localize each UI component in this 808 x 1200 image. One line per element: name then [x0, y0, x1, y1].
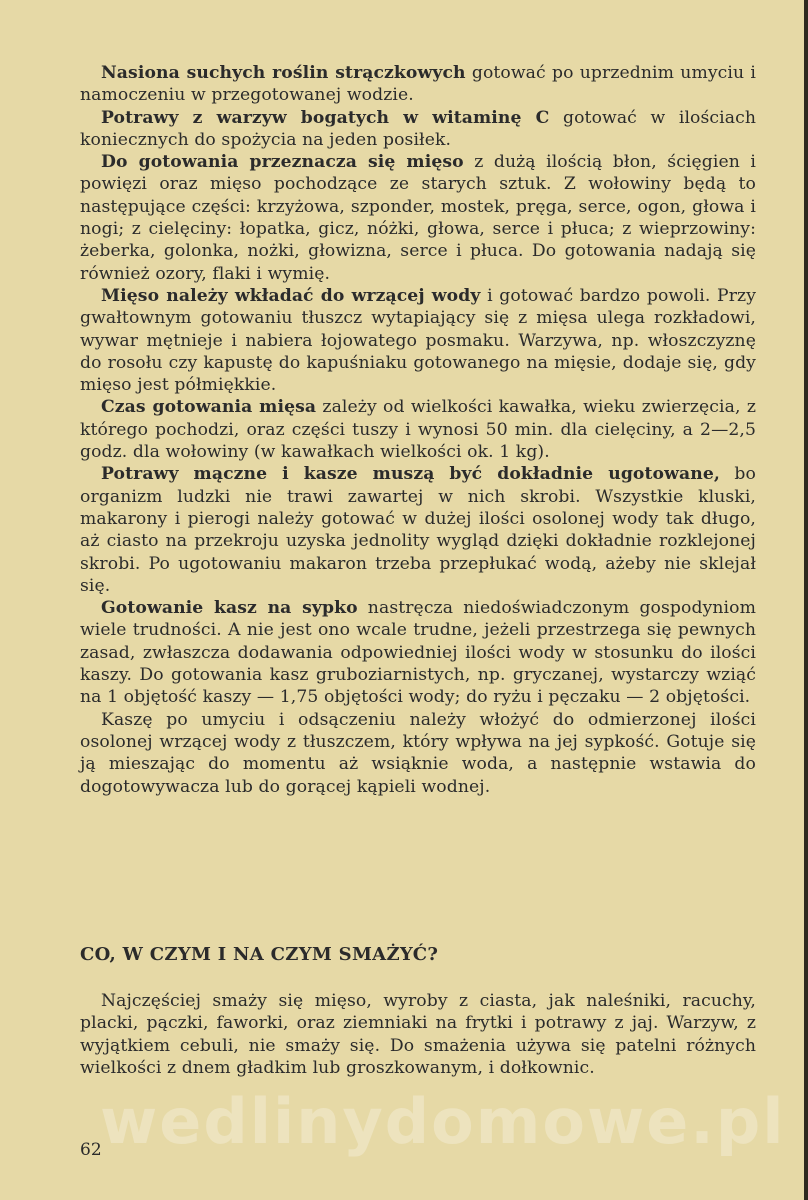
- paragraph-cooking-time: Czas gotowania mięsa zależy od wielkości kawałka, wieku zwierzęcia, z którego pochodzi, oraz części tuszy i wynosi 50 min. dla cielęciny, a 2—2,5 godz. dla wołowiny (w kawałkach wielkości ok. 1 kg).: [80, 397, 756, 463]
- paragraph-flour-dishes: Potrawy mączne i kasze muszą być dokładnie ugotowane, bo organizm ludzki nie trawi zawartej w nich skrobi. Wszystkie kluski, makarony i pierogi należy gotować w dużej ilości osolonej wody tak długo, aż ciasto na przekroju uzyska jednolity wygląd dzięki dokładnie rozklejonej skrobi. Po ugotowaniu makaron trzeba przepłukać wodą, ażeby nie sklejał się.: [80, 464, 756, 596]
- section-heading: CO, W CZYM I NA CZYM SMAŻYĆ?: [80, 944, 439, 965]
- page-edge: [804, 0, 808, 1200]
- watermark: wedlinydomowe.pl: [100, 1085, 786, 1158]
- paragraph-groats: Gotowanie kasz na sypko nastręcza niedoświadczonym gospodyniom wiele trudności. A nie jest ono wcale trudne, jeżeli przestrzega się pewnych zasad, zwłaszcza dodawania odpowiedniej ilości wody w stosunku do ilości kaszy. Do gotowania kasz gruboziarnistych, np. gryczanej, wystarczy wziąć na 1 objętość kaszy — 1,75 objętości wody; do ryżu i pęczaku — 2 objętości.: [80, 598, 756, 708]
- page-number: 62: [80, 1140, 102, 1160]
- paragraph-groats-method: Kaszę po umyciu i odsączeniu należy włożyć do odmierzonej ilości osolonej wrzącej wody z tłuszczem, który wpływa na jej sypkość. Gotuje się ją mieszając do momentu aż wsiąknie woda, a następnie wstawia do dogotowywacza lub do gorącej kąpieli wodnej.: [80, 709, 756, 797]
- paragraph-vitamin-c: Potrawy z warzyw bogatych w witaminę C gotować w ilościach koniecznych do spożycia na jeden posiłek.: [80, 107, 756, 150]
- section-intro: [80, 990, 756, 1079]
- paragraph-boiling-water: Mięso należy wkładać do wrzącej wody i gotować bardzo powoli. Przy gwałtownym gotowaniu tłuszcz wytapiający się z mięsa ulega rozkładowi, wywar mętnieje i nabiera łojowatego posmaku. Warzywa, np. włoszczyznę do rosołu czy kapustę do kapuśniaku gotowanego na mięsie, dodaje się, gdy mięso jest półmiękkie.: [80, 285, 756, 396]
- paragraph-meat-cuts: Do gotowania przeznacza się mięso z dużą ilością błon, ścięgien i powięzi oraz mięso pochodzące ze starych sztuk. Z wołowiny będą to następujące części: krzyżowa, szponder, mostek, pręga, serce, ogon, głowa i nogi; z cielęciny: łopatka, gicz, nóżki, głowa, serce i płuca; z wieprzowiny: żeberka, golonka, nożki, głowizna, serce i płuca. Do gotowania nadają się również ozory, flaki i wymię.: [80, 152, 757, 284]
- paragraph-legumes: Nasiona suchych roślin strączkowych gotować po uprzednim umyciu i namoczeniu w przegotowanej wodzie.: [80, 63, 756, 106]
- paragraph-frying: Najczęściej smaży się mięso, wyroby z ciasta, jak naleśniki, racuchy, placki, pączki, faworki, oraz ziemniaki na frytki i potrawy z jaj. Warzyw, z wyjątkiem cebuli, nie smaży się. Do smażenia używa się patelni różnych wielkości z dnem gładkim lub groszkowanym, i dołkownic.: [80, 991, 756, 1078]
- main-text: [80, 62, 756, 798]
